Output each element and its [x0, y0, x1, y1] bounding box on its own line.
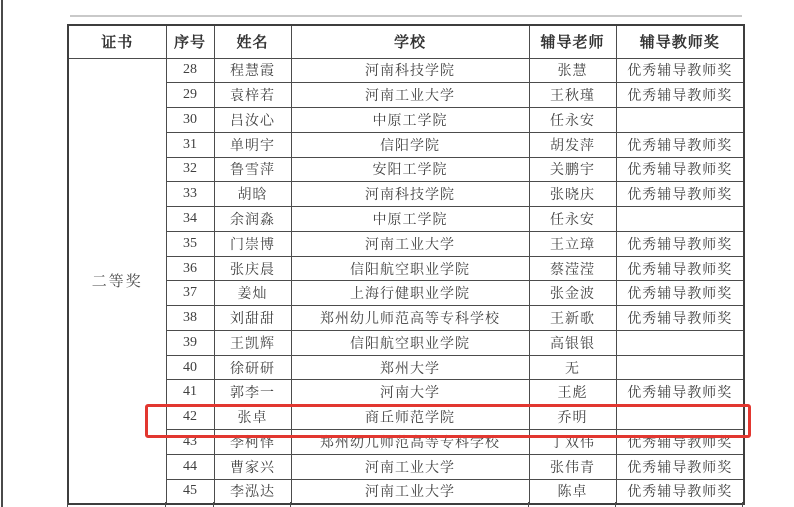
- cell-teacher-award: 优秀辅导教师奖: [616, 256, 744, 281]
- cell-teacher: 王彪: [529, 380, 616, 405]
- cell-number: 32: [166, 157, 214, 182]
- cell-teacher-award: [616, 330, 744, 355]
- table-column-border-stub: [528, 502, 529, 507]
- cell-number: 39: [166, 330, 214, 355]
- cell-school: 上海行健职业学院: [291, 281, 529, 306]
- col-header-teacher-award: 辅导教师奖: [616, 25, 744, 58]
- cell-number: 34: [166, 207, 214, 232]
- cell-teacher-award: 优秀辅导教师奖: [616, 281, 744, 306]
- cell-school: 河南工业大学: [291, 231, 529, 256]
- cell-teacher-award: [616, 405, 744, 430]
- cell-name: 袁梓若: [214, 83, 291, 108]
- cell-teacher: 任永安: [529, 207, 616, 232]
- cell-name: 张卓: [214, 405, 291, 430]
- cell-number: 43: [166, 429, 214, 454]
- table-row: [68, 380, 744, 405]
- table-column-border-stub: [742, 502, 743, 507]
- cell-number: 41: [166, 380, 214, 405]
- cell-school: 河南工业大学: [291, 83, 529, 108]
- cell-school: 信阳学院: [291, 132, 529, 157]
- col-header-name: 姓名: [214, 25, 291, 58]
- cell-name: 余润淼: [214, 207, 291, 232]
- cell-teacher-award: 优秀辅导教师奖: [616, 58, 744, 83]
- cell-teacher: 张晓庆: [529, 182, 616, 207]
- cell-school: 信阳航空职业学院: [291, 330, 529, 355]
- cell-school: 中原工学院: [291, 207, 529, 232]
- table-row: [68, 306, 744, 331]
- table-column-border-stub: [213, 502, 214, 507]
- cell-number: 31: [166, 132, 214, 157]
- cell-teacher: 胡发萍: [529, 132, 616, 157]
- table-row: [68, 157, 744, 182]
- cell-teacher: 张慧: [529, 58, 616, 83]
- cell-teacher-award: 优秀辅导教师奖: [616, 479, 744, 504]
- cell-name: 徐研研: [214, 355, 291, 380]
- cell-teacher: 关鹏宇: [529, 157, 616, 182]
- cell-name: 单明宇: [214, 132, 291, 157]
- table-row: [68, 479, 744, 504]
- header-row: [68, 25, 744, 58]
- cell-teacher-award: [616, 355, 744, 380]
- cell-teacher: 王立璋: [529, 231, 616, 256]
- cell-name: 李柯怿: [214, 429, 291, 454]
- cell-name: 姜灿: [214, 281, 291, 306]
- cell-school: 郑州大学: [291, 355, 529, 380]
- cell-school: 河南大学: [291, 380, 529, 405]
- cell-teacher: 无: [529, 355, 616, 380]
- cell-teacher-award: 优秀辅导教师奖: [616, 306, 744, 331]
- cell-teacher-award: 优秀辅导教师奖: [616, 83, 744, 108]
- cell-teacher-award: 优秀辅导教师奖: [616, 454, 744, 479]
- cell-number: 45: [166, 479, 214, 504]
- cell-number: 42: [166, 405, 214, 430]
- table-column-border-stub: [615, 502, 616, 507]
- table-row: [68, 58, 744, 83]
- col-header-teacher: 辅导老师: [529, 25, 616, 58]
- cell-number: 44: [166, 454, 214, 479]
- cell-teacher-award: [616, 207, 744, 232]
- col-header-school: 学校: [291, 25, 529, 58]
- cell-teacher-award: 优秀辅导教师奖: [616, 132, 744, 157]
- cell-school: 郑州幼儿师范高等专科学校: [291, 306, 529, 331]
- cell-number: 29: [166, 83, 214, 108]
- cell-name: 曹家兴: [214, 454, 291, 479]
- table-row: [68, 108, 744, 133]
- cell-name: 门崇博: [214, 231, 291, 256]
- cell-number: 37: [166, 281, 214, 306]
- cell-teacher: 蔡滢滢: [529, 256, 616, 281]
- table-row: [68, 256, 744, 281]
- cell-name: 郭李一: [214, 380, 291, 405]
- cell-school: 河南科技学院: [291, 58, 529, 83]
- table-row: [68, 454, 744, 479]
- cell-school: 商丘师范学院: [291, 405, 529, 430]
- certificate-prize-cell: 二等奖: [68, 58, 166, 504]
- cell-name: 刘甜甜: [214, 306, 291, 331]
- cell-teacher: 王新歌: [529, 306, 616, 331]
- cell-school: 信阳航空职业学院: [291, 256, 529, 281]
- cell-teacher: 任永安: [529, 108, 616, 133]
- cell-school: 安阳工学院: [291, 157, 529, 182]
- cell-school: 郑州幼儿师范高等专科学校: [291, 429, 529, 454]
- cell-teacher: 丁双伟: [529, 429, 616, 454]
- cell-number: 40: [166, 355, 214, 380]
- table-row: [68, 182, 744, 207]
- table-row-highlighted: [68, 405, 744, 430]
- cell-number: 38: [166, 306, 214, 331]
- cell-number: 35: [166, 231, 214, 256]
- cell-name: 鲁雪萍: [214, 157, 291, 182]
- table-column-border-stub: [67, 502, 68, 507]
- cell-teacher-award: 优秀辅导教师奖: [616, 380, 744, 405]
- table-top-separator: [70, 15, 742, 17]
- cell-teacher: 高银银: [529, 330, 616, 355]
- cell-name: 王凯辉: [214, 330, 291, 355]
- cell-teacher-award: 优秀辅导教师奖: [616, 429, 744, 454]
- table-column-border-stub: [290, 502, 291, 507]
- table-row: [68, 281, 744, 306]
- col-header-number: 序号: [166, 25, 214, 58]
- table-row: [68, 132, 744, 157]
- col-header-certificate: 证书: [68, 25, 166, 58]
- cell-number: 28: [166, 58, 214, 83]
- table-row: [68, 231, 744, 256]
- cell-teacher: 张金波: [529, 281, 616, 306]
- cell-teacher: 张伟青: [529, 454, 616, 479]
- cell-number: 30: [166, 108, 214, 133]
- cell-teacher-award: 优秀辅导教师奖: [616, 157, 744, 182]
- cell-school: 中原工学院: [291, 108, 529, 133]
- cell-teacher-award: [616, 108, 744, 133]
- cell-name: 吕汝心: [214, 108, 291, 133]
- table-column-border-stub: [165, 502, 166, 507]
- cell-teacher: 乔明: [529, 405, 616, 430]
- table-row: [68, 330, 744, 355]
- cell-school: 河南工业大学: [291, 479, 529, 504]
- cell-name: 李泓达: [214, 479, 291, 504]
- cell-name: 胡晗: [214, 182, 291, 207]
- cell-number: 33: [166, 182, 214, 207]
- cell-name: 程慧霞: [214, 58, 291, 83]
- cell-teacher-award: 优秀辅导教师奖: [616, 231, 744, 256]
- awards-table: [67, 24, 745, 505]
- cell-teacher: 陈卓: [529, 479, 616, 504]
- table-row: [68, 355, 744, 380]
- cell-name: 张庆晨: [214, 256, 291, 281]
- cell-number: 36: [166, 256, 214, 281]
- cell-teacher: 王秋瑾: [529, 83, 616, 108]
- cell-school: 河南科技学院: [291, 182, 529, 207]
- page-left-border: [1, 0, 3, 507]
- table-row: [68, 83, 744, 108]
- table-row: [68, 429, 744, 454]
- cell-school: 河南工业大学: [291, 454, 529, 479]
- table-row: [68, 207, 744, 232]
- cell-teacher-award: 优秀辅导教师奖: [616, 182, 744, 207]
